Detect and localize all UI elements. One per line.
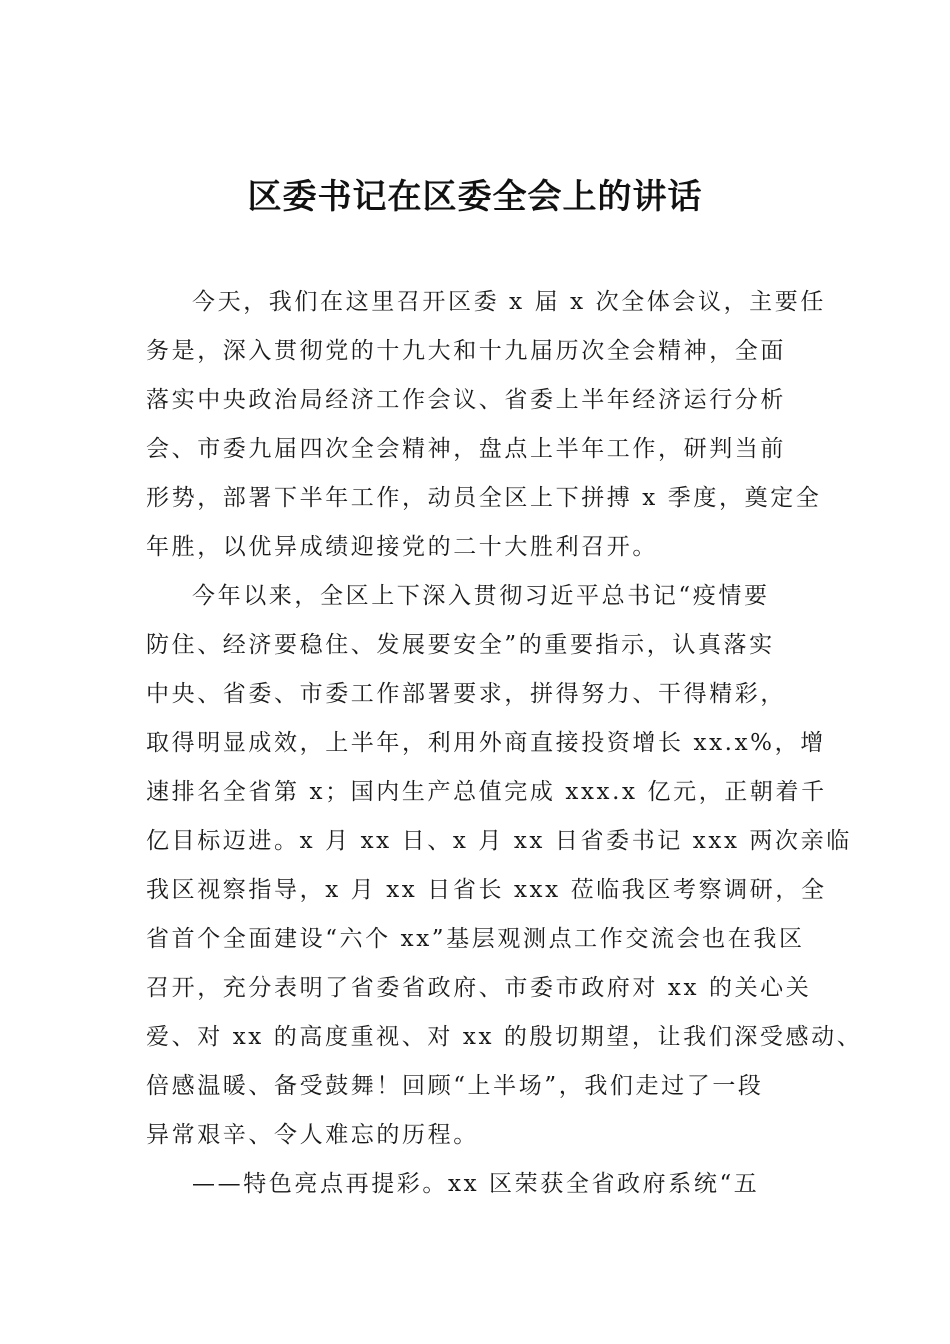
text-line: 务是，深入贯彻党的十九大和十九届历次全会精神，全面 xyxy=(146,338,786,364)
text-line: 年胜，以优异成绩迎接党的二十大胜利召开。 xyxy=(146,534,658,560)
text-line: 取得明显成效，上半年，利用外商直接投资增长 xx.x%，增 xyxy=(146,730,826,756)
text-line: 异常艰辛、令人难忘的历程。 xyxy=(146,1122,479,1148)
text-line: 形势，部署下半年工作，动员全区上下拼搏 x 季度，奠定全 xyxy=(146,485,822,511)
document-title: 区委书记在区委全会上的讲话 xyxy=(247,177,703,217)
text-line: 今天，我们在这里召开区委 x 届 x 次全体会议，主要任 xyxy=(192,289,826,315)
text-line: 今年以来，全区上下深入贯彻习近平总书记“疫情要 xyxy=(192,583,770,609)
text-line: 会、市委九届四次全会精神，盘点上半年工作，研判当前 xyxy=(146,436,786,462)
text-line: 速排名全省第 x；国内生产总值完成 xxx.x 亿元，正朝着千 xyxy=(146,779,827,805)
document-body xyxy=(146,278,863,1209)
text-line: 省首个全面建设“六个 xx”基层观测点工作交流会也在我区 xyxy=(146,926,805,952)
text-line: 中央、省委、市委工作部署要求，拼得努力、干得精彩， xyxy=(146,681,786,707)
text-line: 落实中央政治局经济工作会议、省委上半年经济运行分析 xyxy=(146,387,786,413)
text-line: 亿目标迈进。x 月 xx 日、x 月 xx 日省委书记 xxx 两次亲临 xyxy=(146,828,852,854)
text-line: 我区视察指导，x 月 xx 日省长 xxx 莅临我区考察调研，全 xyxy=(146,877,827,903)
text-line: 爱、对 xx 的高度重视、对 xx 的殷切期望，让我们深受感动、 xyxy=(146,1024,863,1050)
text-line: 倍感温暖、备受鼓舞！回顾“上半场”，我们走过了一段 xyxy=(146,1073,764,1099)
text-line: 召开，充分表明了省委省政府、市委市政府对 xx 的关心关 xyxy=(146,975,812,1001)
text-line: ——特色亮点再提彩。xx 区荣获全省政府系统“五 xyxy=(192,1171,760,1197)
text-line: 防住、经济要稳住、发展要安全”的重要指示，认真落实 xyxy=(146,632,775,658)
